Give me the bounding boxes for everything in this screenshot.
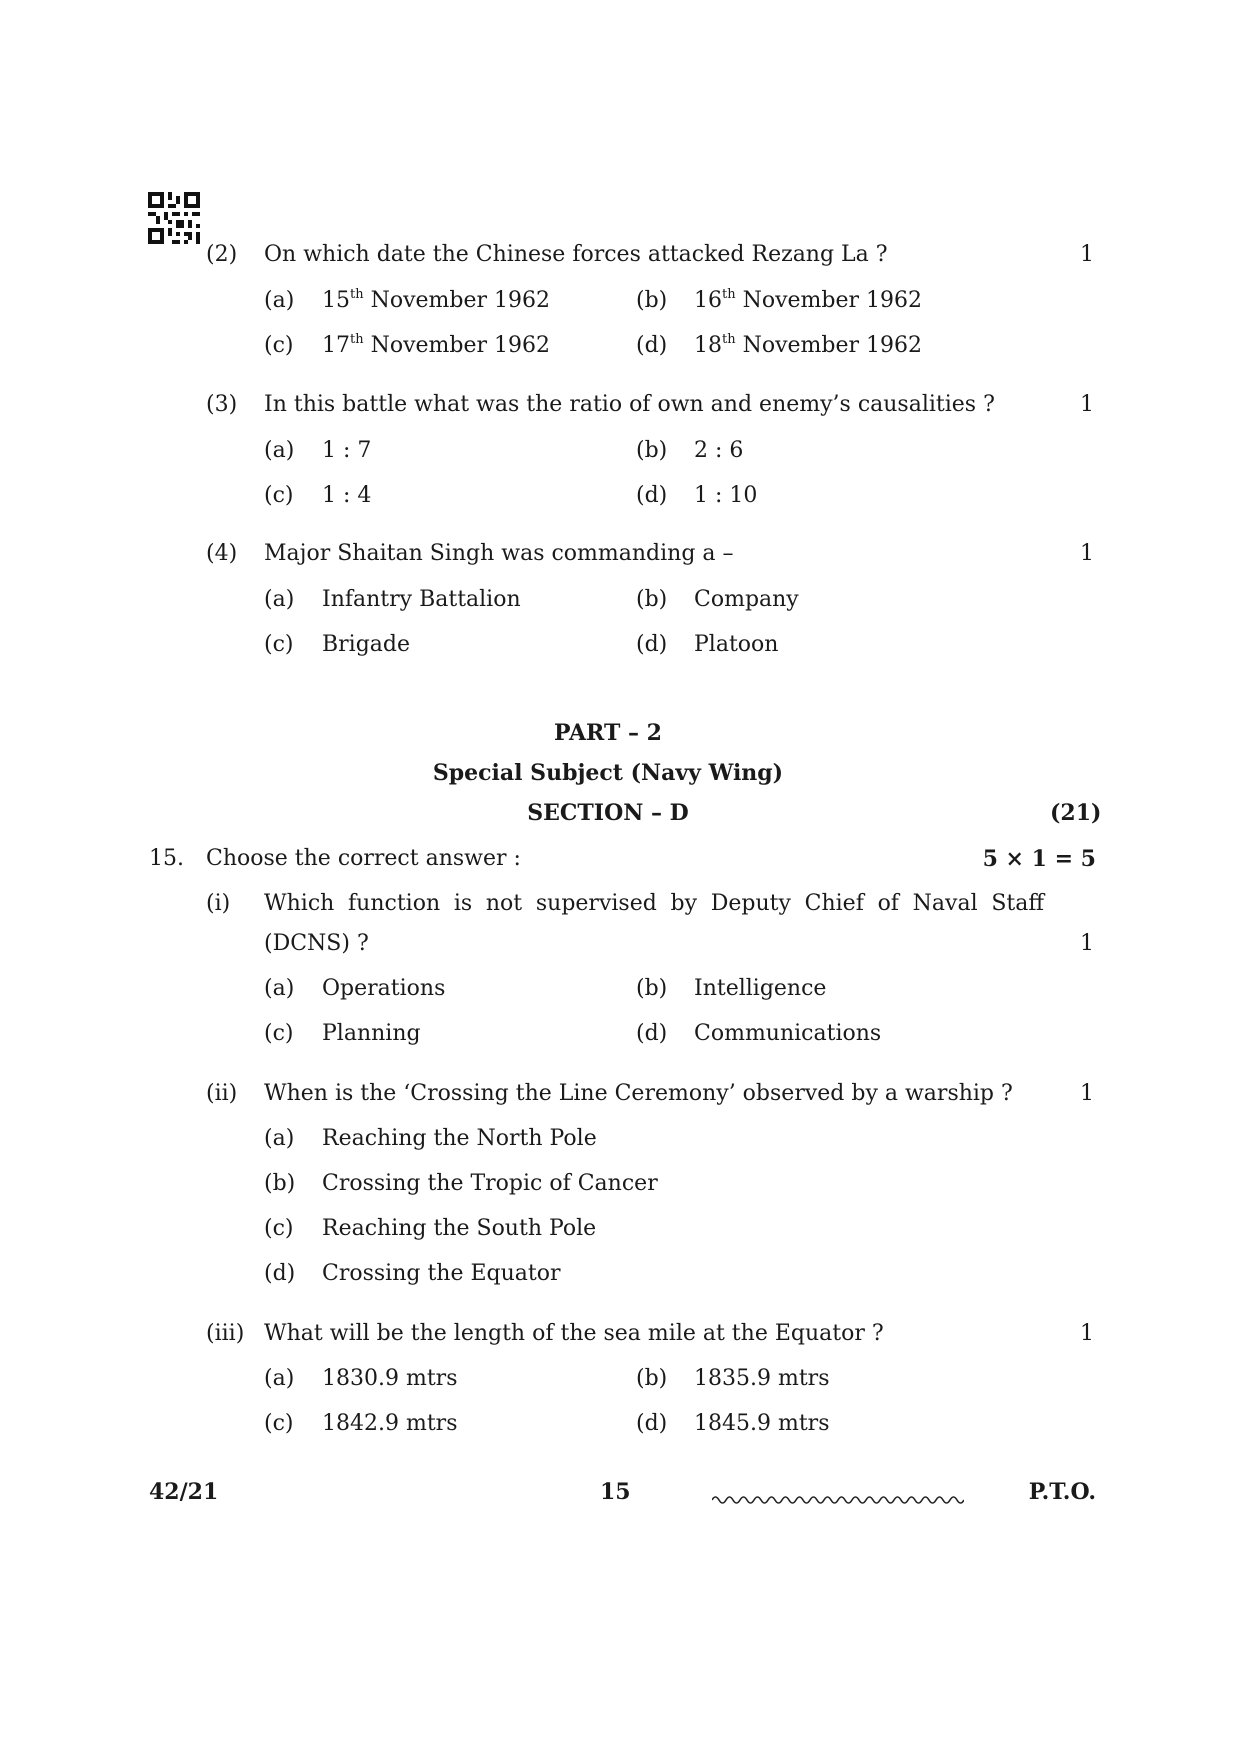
option-label: (a) (264, 587, 295, 612)
option-text: Platoon (694, 632, 779, 657)
option-label: (c) (264, 1216, 294, 1241)
question-number: 15. (149, 846, 184, 871)
sub-question-text: What will be the length of the sea mile at the Equator ? (264, 1321, 884, 1346)
part-title: PART – 2 (554, 720, 662, 746)
question-marks: 1 (1080, 541, 1094, 566)
option-label: (d) (636, 333, 668, 358)
option-text: 1835.9 mtrs (694, 1366, 830, 1391)
option-label: (a) (264, 438, 295, 463)
option-label: (a) (264, 1366, 295, 1391)
option-text: Intelligence (694, 976, 827, 1001)
question-marks: 1 (1080, 392, 1094, 417)
question-number: (2) (206, 242, 238, 267)
question-text: Major Shaitan Singh was commanding a – (264, 541, 734, 566)
option-text: Reaching the North Pole (322, 1126, 597, 1151)
option-text: 1845.9 mtrs (694, 1411, 830, 1436)
option-text: Reaching the South Pole (322, 1216, 597, 1241)
question-marks: 5 × 1 = 5 (982, 846, 1096, 872)
option-text: 16th November 1962 (694, 287, 923, 313)
question-number: (3) (206, 392, 238, 417)
option-text: Company (694, 587, 799, 612)
sub-question-text: When is the ‘Crossing the Line Ceremony’ observed by a warship ? (264, 1081, 1013, 1106)
option-label: (c) (264, 333, 294, 358)
option-label: (c) (264, 483, 294, 508)
option-text: 1 : 10 (694, 483, 758, 508)
sub-question-marks: 1 (1080, 1321, 1094, 1346)
option-text: 1830.9 mtrs (322, 1366, 458, 1391)
option-text: 1 : 4 (322, 483, 372, 508)
sub-question-marks: 1 (1080, 1081, 1094, 1106)
option-text: 15th November 1962 (322, 287, 551, 313)
option-label: (b) (264, 1171, 296, 1196)
paper-code: 42/21 (149, 1479, 219, 1505)
sub-question-marks: 1 (1080, 931, 1094, 956)
option-label: (d) (636, 1411, 668, 1436)
sub-question-text-line1: Which function is not supervised by Deputy Chief of Naval Staff (264, 891, 1044, 916)
option-label: (a) (264, 288, 295, 313)
question-text: On which date the Chinese forces attacked Rezang La ? (264, 242, 888, 267)
option-text: Operations (322, 976, 446, 1001)
option-label: (b) (636, 976, 668, 1001)
qr-code-icon (148, 192, 200, 244)
option-label: (d) (636, 1021, 668, 1046)
part-subtitle: Special Subject (Navy Wing) (432, 760, 784, 786)
option-text: 1 : 7 (322, 438, 372, 463)
sub-question-text-line2: (DCNS) ? (264, 931, 369, 956)
question-text: Choose the correct answer : (206, 846, 521, 871)
sub-question-number: (iii) (206, 1321, 245, 1346)
section-marks: (21) (1050, 800, 1102, 826)
option-text: Brigade (322, 632, 411, 657)
option-label: (a) (264, 976, 295, 1001)
option-text: 1842.9 mtrs (322, 1411, 458, 1436)
sub-question-number: (ii) (206, 1081, 238, 1106)
option-label: (c) (264, 1411, 294, 1436)
option-label: (b) (636, 438, 668, 463)
option-label: (c) (264, 1021, 294, 1046)
option-text: Planning (322, 1021, 421, 1046)
option-text: Crossing the Equator (322, 1261, 561, 1286)
option-label: (b) (636, 1366, 668, 1391)
section-title: SECTION – D (527, 800, 689, 826)
question-number: (4) (206, 541, 238, 566)
option-label: (a) (264, 1126, 295, 1151)
page-number: 15 (600, 1479, 631, 1505)
option-label: (d) (264, 1261, 296, 1286)
option-label: (c) (264, 632, 294, 657)
option-label: (b) (636, 587, 668, 612)
option-text: 2 : 6 (694, 438, 744, 463)
option-label: (d) (636, 483, 668, 508)
option-label: (d) (636, 632, 668, 657)
option-text: Communications (694, 1021, 882, 1046)
pto-label: P.T.O. (1028, 1479, 1096, 1505)
option-text: 17th November 1962 (322, 332, 551, 358)
question-marks: 1 (1080, 242, 1094, 267)
sub-question-number: (i) (206, 891, 231, 916)
option-text: Infantry Battalion (322, 587, 521, 612)
option-text: 18th November 1962 (694, 332, 923, 358)
option-label: (b) (636, 288, 668, 313)
option-text: Crossing the Tropic of Cancer (322, 1171, 658, 1196)
question-text: In this battle what was the ratio of own and enemy’s causalities ? (264, 392, 995, 417)
wavy-line-icon (712, 1493, 964, 1507)
